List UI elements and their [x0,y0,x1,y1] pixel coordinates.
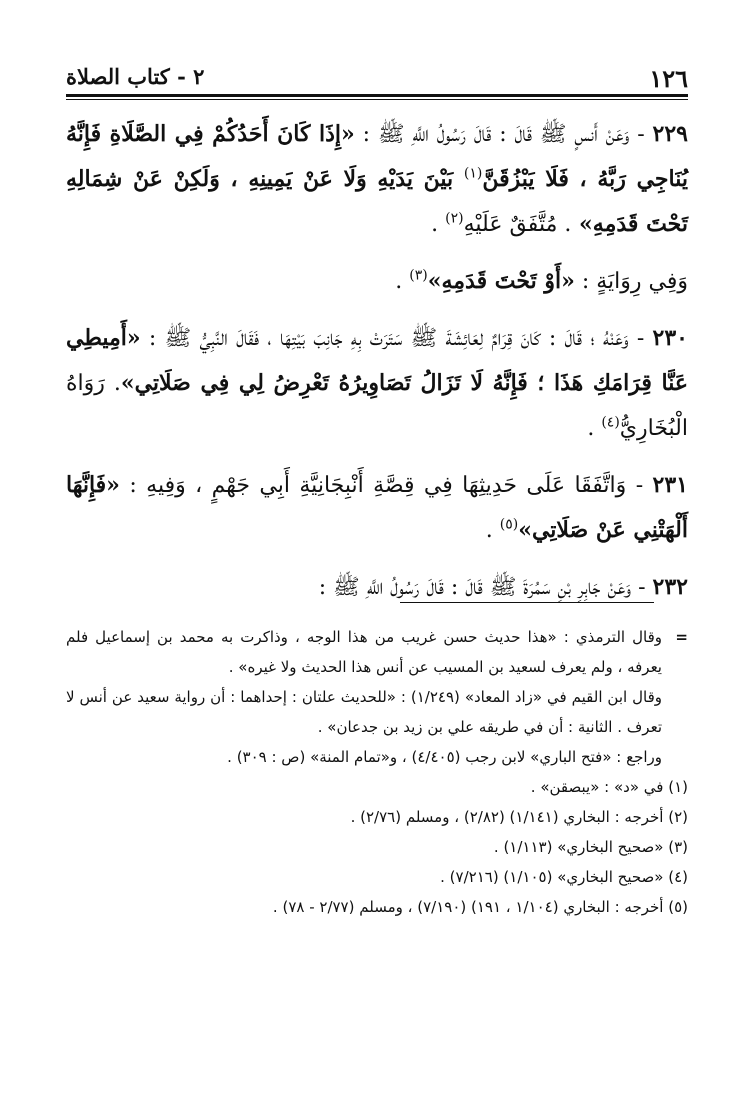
footnote-continuation-paragraph: وقال الترمذي : «هذا حديث حسن غريب من هذا الوجه ، وذاكرت به محمد بن إسماعيل فلم يعرفه ، ولم يعرف لسعيد بن المسيب عن أنس هذا الحديث ولا غيره» . [66,628,662,676]
footnote-5: (٥) أخرجه : البخاري (١/١٠٤ ، ١٩١) (٧/١٩٠) ، ومسلم (٢/٧٧ - ٧٨) . [272,898,688,916]
riwaya-quote: «أَوْ تَحْتَ قَدَمِهِ» [427,268,575,294]
hadith-source: . رَوَاهُ الْبُخَارِيُّ [66,371,688,441]
hadith-230 [66,316,688,451]
footnote-ref-2[interactable]: (٢) [445,210,464,227]
hadith-opening: - وَاتَّفَقَا عَلَى حَدِيثِهَا فِي قِصَّةِ أَنْبِجَانِيَّةِ أَبِي جَهْمٍ ، وَفِيهِ : [119,473,653,498]
riwaya-intro: وَفِي رِوَايَةٍ : [574,269,688,294]
hadith-opening: - وَعَنْ أَنسٍ ﷺ قَالَ : قَالَ رَسُولُ اللَّهِ ﷺ : [354,122,653,147]
page-header [66,62,688,92]
sentence-end: . [485,518,500,543]
footnote-4: (٤) «صحيح البخاري» (١/١٠٥) (٧/٢١٦) . [440,868,688,886]
hadith-number: ٢٣٠ [652,325,688,351]
hadith-quote: «إِذَا كَانَ أَحَدُكُمْ فِي الصَّلَاةِ فَإِنَّهُ يُنَاجِي رَبَّهُ ، فَلَا يَبْزُقَنَّ [66,121,688,192]
footnote-3: (٣) «صحيح البخاري» (١/١١٣) . [493,838,688,856]
hadith-number: ٢٣١ [652,472,688,498]
hadith-quote: «فَإِنَّهَا أَلْهَتْنِي عَنْ صَلَاتِي» [66,472,688,543]
header-rule-thin [66,99,688,100]
hadith-229 [66,112,688,247]
hadith-quote: «أَمِيطِي عَنَّا قِرَامَكِ هَذَا ؛ فَإِنَّهُ لَا تَزَالُ تَصَاوِيرُهُ تَعْرِضُ لِي فِي صَلَاتِي» [66,325,689,396]
hadith-opening: - وَعَنْهُ ؛ قَالَ : كَانَ قِرَامٌ لِعَائِشَةَ ﷺ سَتَرَتْ بِهِ جَانِبَ بَيْتِهَا ، فَقَالَ النَّبِيُّ ﷺ : [140,326,653,351]
hadith-number: ٢٣٢ [652,574,688,600]
footnote-1: (١) في «د» : «يبصقن» . [530,778,688,796]
hadith-opening: - وَعَنْ جَابِرِ بْنِ سَمُرَةَ ﷺ قَالَ : قَالَ رَسُولُ اللَّهِ ﷺ : [318,575,653,600]
footnotes [66,622,688,922]
footnote-2: (٢) أخرجه : البخاري (١/١٤١) (٢/٨٢) ، ومسلم (٢/٧٦) . [350,808,688,826]
footnote-separator [400,602,654,603]
hadith-number: ٢٢٩ [652,121,688,147]
hadith-232 [66,565,688,610]
main-text [66,112,688,622]
page-number: ١٢٦ [649,64,688,93]
hadith-source: . مُتَّفَقٌ عَلَيْهِ [463,212,572,237]
footnote-continuation [66,622,688,772]
riwaya [66,259,688,304]
footnote-ref-3[interactable]: (٣) [409,267,428,284]
hadith-231 [66,463,688,553]
hadith-quote-continued: بَيْنَ يَدَيْهِ وَلَا عَنْ يَمِينِهِ ، وَلَكِنْ عَنْ شِمَالِهِ تَحْتَ قَدَمِهِ» [66,166,688,237]
sentence-end: . [587,416,602,441]
chapter-title: ٢ - كتاب الصلاة [66,64,205,89]
footnote-ref-5[interactable]: (٥) [499,516,519,533]
header-rule-thick [66,94,688,97]
footnote-continuation-paragraph: وراجع : «فتح الباري» لابن رجب (٤/٤٠٥) ، و«تمام المنة» (ص : ٣٠٩) . [227,748,662,766]
sentence-end: . [431,212,446,237]
footnote-continuation-paragraph: وقال ابن القيم في «زاد المعاد» (١/٢٤٩) : «للحديث علتان : إحداهما : أن رواية سعيد عن أنس لا تعرف . الثانية : أن في طريقه علي بن زيد بن جدعان» . [66,688,662,736]
continuation-mark: = [675,628,688,646]
footnote-ref-4[interactable]: (٤) [601,414,620,431]
footnote-ref-1[interactable]: (١) [463,165,483,182]
sentence-end: . [395,269,410,294]
